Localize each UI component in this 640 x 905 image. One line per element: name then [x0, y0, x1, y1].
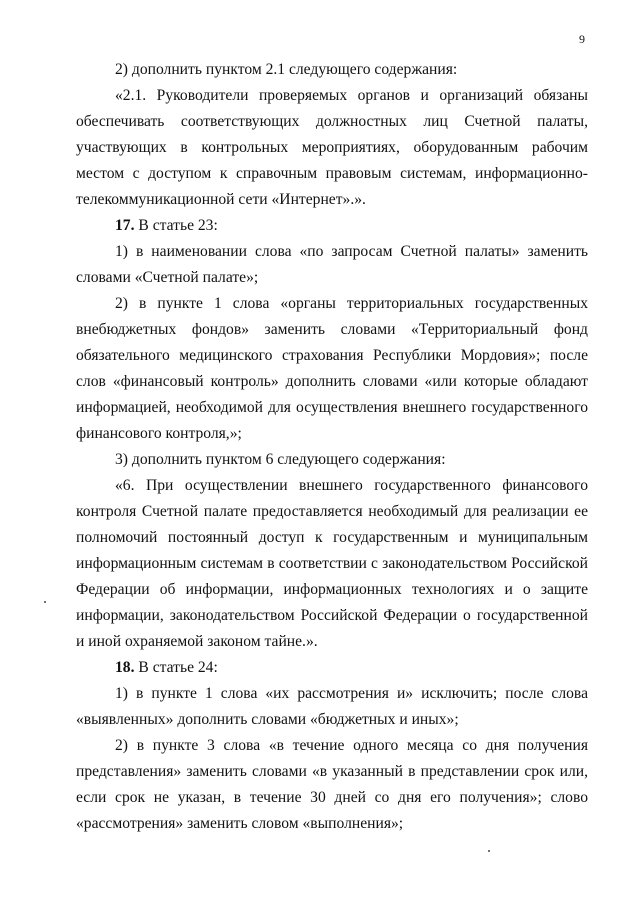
paragraph-text: В статье 24: [134, 659, 218, 676]
paragraph-article-23-item-3 [76, 447, 588, 473]
paragraph-text: «6. При осуществлении внешнего государственного финансового контроля Счетной палате предоставляется необходимый для реализации ее полномочий постоянный доступ к государственным и муниципальным информационным системам в соответствии с законодательством Российской Федерации об информации, информационных технологиях и о защите информации, законодательством Российской Федерации о государственной и иной охраняемой законом тайне.». [76, 477, 588, 650]
item-number: 17. [115, 217, 135, 234]
paragraph-article-23-header [76, 213, 588, 239]
paragraph-text: 3) дополнить пунктом 6 следующего содержания: [115, 451, 446, 468]
paragraph-article-24-header [76, 655, 588, 681]
paragraph-text: 2) в пункте 3 слова «в течение одного месяца со дня получения представления» заменить словами «в указанный в представлении срок или, если срок не указан, в течение 30 дней со дня его получения»; слово «рассмотрения» заменить словом «выполнения»; [76, 737, 588, 832]
paragraph-text: В статье 23: [134, 217, 218, 234]
paragraph-2-1-content [76, 83, 588, 213]
paragraph-article-23-item-6-content [76, 473, 588, 655]
paragraph-text: 2) дополнить пунктом 2.1 следующего содержания: [115, 61, 458, 78]
item-number: 18. [115, 659, 135, 676]
paragraph-text: 2) в пункте 1 слова «органы территориальных государственных внебюджетных фондов» заменить словами «Территориальный фонд обязательного медицинского страхования Республики Мордовия»; после слов «финансовый контроль» дополнить словами «или которые обладают информацией, необходимой для осуществления внешнего государственного финансового контроля,»; [76, 295, 588, 442]
paragraph-text: 1) в пункте 1 слова «их рассмотрения и» исключить; после слова «выявленных» дополнить словами «бюджетных и иных»; [76, 685, 588, 728]
scan-speck [44, 601, 46, 603]
paragraph-text: «2.1. Руководители проверяемых органов и организаций обязаны обеспечивать соответствующих должностных лиц Счетной палаты, участвующих в контрольных мероприятиях, оборудованным рабочим местом с доступом к справочным правовым системам, информационно-телекоммуникационной сети «Интернет».». [76, 87, 588, 208]
paragraph-article-24-item-2 [76, 733, 588, 837]
document-body [76, 57, 588, 837]
page-number: 9 [579, 32, 585, 46]
paragraph-2-1-intro [76, 57, 588, 83]
paragraph-article-24-item-1 [76, 681, 588, 733]
scan-speck [488, 850, 490, 852]
paragraph-article-23-item-1 [76, 239, 588, 291]
paragraph-article-23-item-2 [76, 291, 588, 447]
paragraph-text: 1) в наименовании слова «по запросам Счетной палаты» заменить словами «Счетной палате»; [76, 243, 588, 286]
